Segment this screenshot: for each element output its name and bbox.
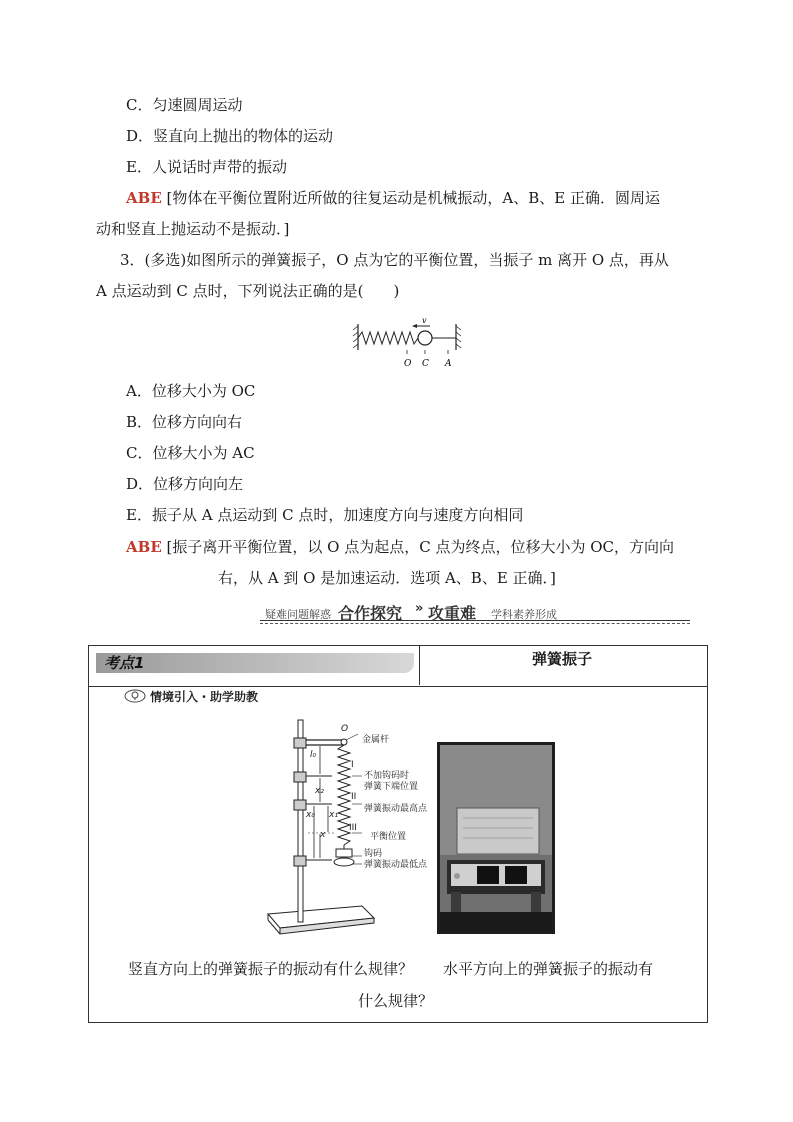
label-x0: x₀ [306,810,315,820]
kaodian-label: 考点1 [104,654,145,672]
option-d: D．竖直向上抛出的物体的运动 [126,127,334,145]
option-e: E．人说话时声带的振动 [126,158,287,176]
intro-bulb-icon [124,689,146,703]
question-3: 3．(多选)如图所示的弹簧振子，O 点为它的平衡位置，当振子 m 离开 O 点，再从 [120,251,669,269]
option-c: C．匀速圆周运动 [126,96,243,114]
answer-3-continued: 右，从 A 到 O 是加速运动．选项 A、B、E 正确．] [218,569,556,587]
label-roman-2: II [351,792,357,802]
label-no-weight-1: 不加钩码时 [364,771,410,781]
horizontal-oscillator-photo [437,742,555,934]
answer-explanation: [物体在平衡位置附近所做的往复运动是机械振动，A、B、E 正确．圆周运 [166,189,660,207]
option-3b: B．位移方向向右 [126,413,243,431]
separator-main-text: 合作探究 [338,604,403,623]
label-x: x [320,830,326,840]
separator-arrow-icon: » [415,601,424,616]
label-l0: l₀ [310,750,317,760]
point-c: C [422,359,429,369]
separator-right-text: 学科素养形成 [491,608,557,621]
kaodian-title: 弹簧振子 [531,650,592,668]
question-line-1: 竖直方向上的弹簧振子的振动有什么规律？ 水平方向上的弹簧振子的振动有 [128,960,654,978]
option-3d: D．位移方向向左 [126,475,244,493]
intro-label: 情境引入・助学助教 [150,690,259,704]
option-3e: E．振子从 A 点运动到 C 点时，加速度方向与速度方向相同 [126,506,524,524]
answer-label: ABE [126,189,162,207]
spring-oscillator-figure [352,318,472,368]
answer-3 [126,536,674,558]
point-o: O [404,359,412,369]
label-highest-point: 弹簧振动最高点 [364,804,428,814]
question-3-continued: A 点运动到 C 点时，下列说法正确的是( ) [96,282,400,300]
separator-left-text: 疑难问题解惑 [265,608,331,621]
label-roman-1: I [351,760,354,770]
label-weight: 钩码 [364,849,383,859]
label-roman-3: III [349,823,357,833]
option-3c: C．位移大小为 AC [126,444,255,462]
answer-1 [126,187,660,209]
label-x2: x₂ [315,786,324,796]
label-x1: x₁ [329,810,338,820]
label-lowest-point: 弹簧振动最低点 [364,860,428,870]
separator-main-text-2: 攻重难 [428,604,477,623]
label-metal-rod: 金属杆 [362,735,390,745]
answer-3-label: ABE [126,538,162,556]
label-o: O [341,724,349,734]
answer-1-continued: 动和竖直上抛运动不是振动．] [96,220,290,238]
question-line-2: 什么规律？ [358,992,434,1010]
point-a: A [445,359,452,369]
label-no-weight-2: 弹簧下端位置 [364,782,419,792]
answer-3-explanation: [振子离开平衡位置，以 O 点为起点，C 点为终点，位移大小为 OC，方向向 [166,538,675,556]
velocity-label: v [422,316,427,325]
option-3a: A．位移大小为 OC [126,382,256,400]
label-equilibrium: 平衡位置 [370,832,407,842]
